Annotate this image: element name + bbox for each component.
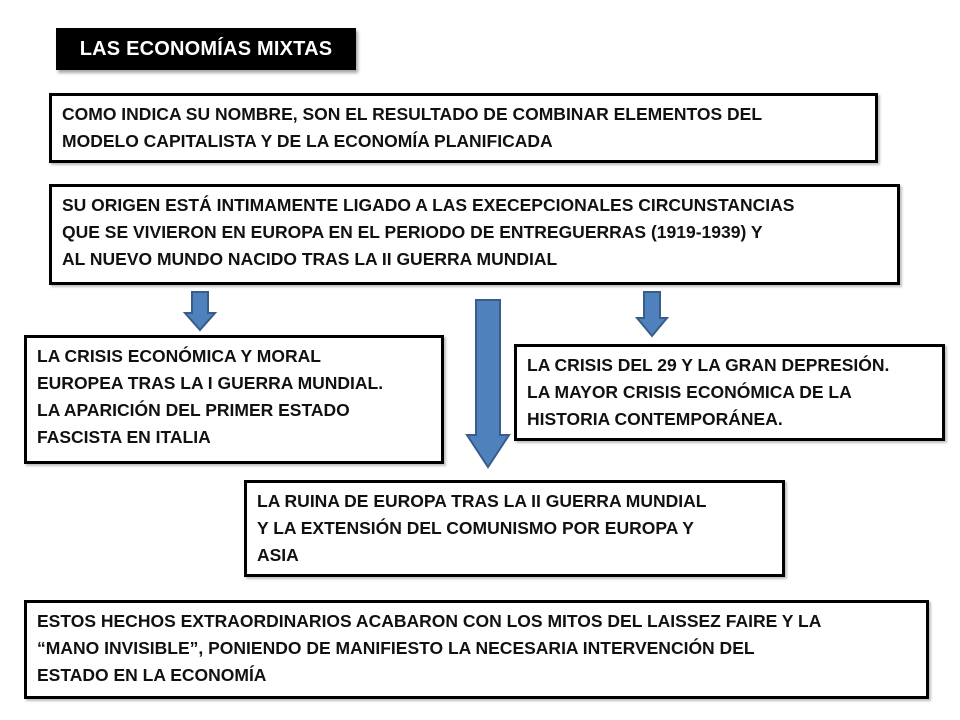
ruin-ww2-box: LA RUINA DE EUROPA TRAS LA II GUERRA MUNDIAL Y LA EXTENSIÓN DEL COMUNISMO POR EUROPA Y ASIA bbox=[244, 480, 785, 577]
arrow-down-right bbox=[636, 291, 668, 337]
definition-box: COMO INDICA SU NOMBRE, SON EL RESULTADO DE COMBINAR ELEMENTOS DEL MODELO CAPITALISTA Y DE LA ECONOMÍA PLANIFICADA bbox=[49, 93, 878, 163]
slide-title: LAS ECONOMÍAS MIXTAS bbox=[56, 28, 356, 70]
crisis-29-box: LA CRISIS DEL 29 Y LA GRAN DEPRESIÓN. LA MAYOR CRISIS ECONÓMICA DE LA HISTORIA CONTEMPORÁNEA. bbox=[514, 344, 945, 441]
origin-box: SU ORIGEN ESTÁ INTIMAMENTE LIGADO A LAS EXECEPCIONALES CIRCUNSTANCIAS QUE SE VIVIERON EN EUROPA EN EL PERIODO DE ENTREGUERRAS (1919-1939) Y AL NUEVO MUNDO NACIDO TRAS LA II GUERRA MUNDIAL bbox=[49, 184, 900, 285]
arrow-down-center bbox=[466, 299, 510, 469]
conclusion-box: ESTOS HECHOS EXTRAORDINARIOS ACABARON CON LOS MITOS DEL LAISSEZ FAIRE Y LA “MANO INVISIBLE”, PONIENDO DE MANIFIESTO LA NECESARIA INTERVENCIÓN DEL ESTADO EN LA ECONOMÍA bbox=[24, 600, 929, 699]
crisis-ww1-box: LA CRISIS ECONÓMICA Y MORAL EUROPEA TRAS LA I GUERRA MUNDIAL. LA APARICIÓN DEL PRIMER ESTADO FASCISTA EN ITALIA bbox=[24, 335, 444, 464]
arrow-down-left bbox=[184, 291, 216, 331]
